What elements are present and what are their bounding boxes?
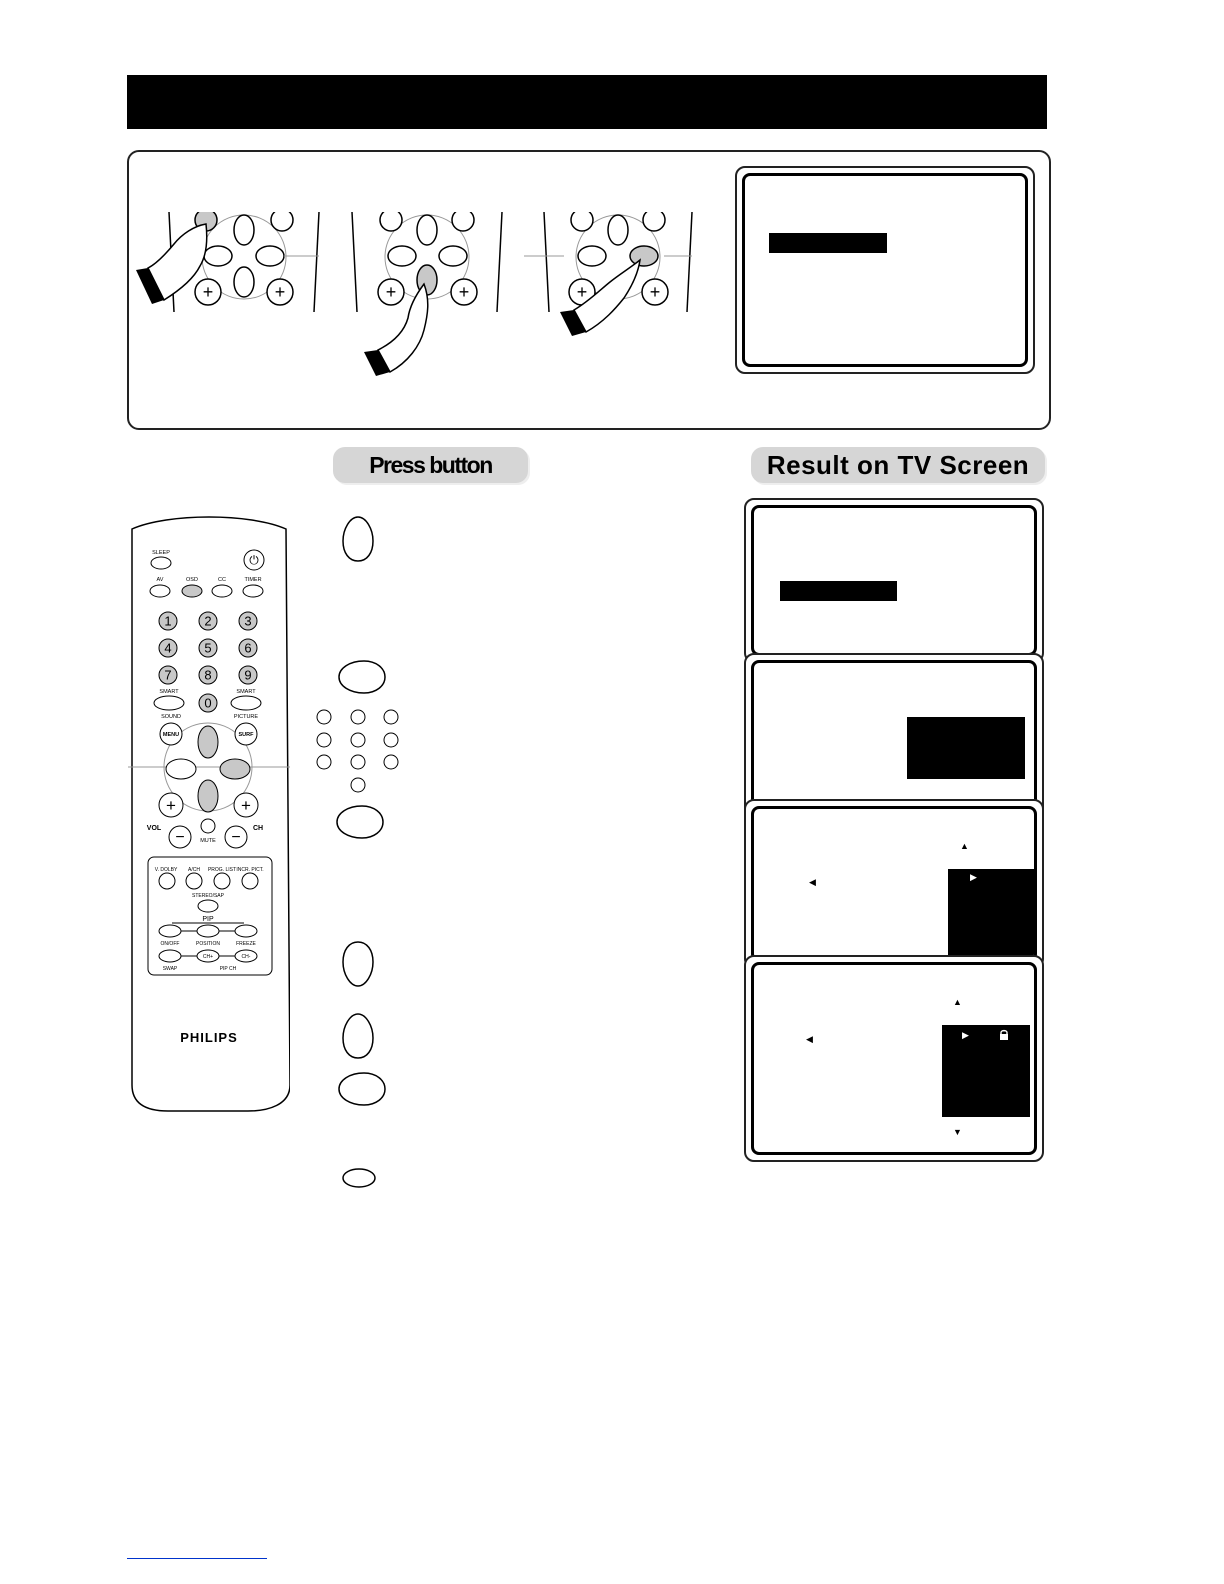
remote-label-av: AV	[156, 577, 164, 583]
digit-label-1: 1	[164, 613, 172, 629]
right-arrow-indicator-icon: ▶	[962, 1030, 969, 1040]
pip-onoff-button[interactable]	[159, 925, 181, 937]
right-button-icon-2	[334, 803, 386, 841]
digit-label-2: 2	[204, 613, 212, 629]
channel-list-block	[948, 869, 1034, 962]
up-arrow-indicator-icon: ▲	[953, 997, 962, 1007]
svg-text:−: −	[175, 829, 185, 846]
down-button-icon	[340, 940, 376, 990]
remote-control	[128, 515, 290, 1115]
remote-label-surf: SURF	[238, 732, 254, 738]
digit-label-8: 8	[204, 667, 212, 683]
right-button-icon-3	[336, 1070, 388, 1108]
svg-text:−: −	[231, 829, 241, 846]
digit-label-7: 7	[164, 667, 172, 683]
ach-button[interactable]	[186, 873, 202, 889]
smart-sound-button[interactable]	[154, 696, 184, 710]
submenu-block	[907, 717, 1025, 779]
pip-position-button[interactable]	[197, 925, 219, 937]
up-button-icon	[340, 515, 376, 565]
svg-text:+: +	[385, 282, 397, 302]
remote-label-vol: VOL	[146, 825, 162, 832]
digit-label-3: 3	[244, 613, 252, 629]
hand-press-menu-illustration	[134, 212, 324, 412]
digit-buttons-icon	[310, 705, 410, 797]
remote-label-osd: OSD	[186, 577, 198, 583]
remote-label-picture: PICTURE	[233, 714, 259, 720]
svg-text:+: +	[458, 282, 470, 302]
left-arrow-indicator-icon: ◀	[806, 1034, 813, 1044]
remote-label-incr-pict: INCR. PICT.	[236, 867, 264, 873]
footer-link-line	[127, 1558, 267, 1559]
remote-label-menu: MENU	[162, 732, 180, 738]
right-button-icon	[336, 658, 388, 696]
prog-list-button[interactable]	[214, 873, 230, 889]
remote-label-smart-right: SMART	[236, 689, 256, 695]
remote-label-chplus: CH+	[202, 954, 214, 960]
remote-label-chminus: CH-	[241, 954, 251, 960]
remote-label-position: POSITION	[196, 941, 220, 947]
remote-label-timer: TIMER	[244, 577, 262, 583]
tv-screen-preview	[735, 166, 1035, 374]
hand-press-right-illustration	[514, 212, 704, 412]
section-title-bar	[127, 75, 1047, 129]
remote-label-sleep: SLEEP	[152, 550, 170, 556]
remote-label-pip: PIP	[202, 916, 214, 923]
osd-button[interactable]	[182, 585, 202, 597]
sleep-button[interactable]	[151, 557, 171, 569]
svg-text:+: +	[649, 282, 661, 302]
tv-screen-result-1	[744, 498, 1044, 663]
right-arrow-button[interactable]	[220, 759, 250, 779]
menu-highlight-bar	[769, 233, 887, 253]
mute-button[interactable]	[201, 819, 215, 833]
left-arrow-button[interactable]	[166, 759, 196, 779]
tv-screen-result-3	[744, 799, 1044, 969]
remote-label-onoff: ON/OFF	[160, 941, 180, 947]
digit-label-0: 0	[204, 695, 212, 711]
smart-picture-button[interactable]	[231, 696, 261, 710]
left-arrow-indicator-icon: ◀	[809, 877, 816, 887]
tv-screen-result-2	[744, 653, 1044, 818]
down-arrow-button[interactable]	[198, 780, 218, 812]
pip-freeze-button[interactable]	[235, 925, 257, 937]
svg-text:+: +	[576, 282, 588, 302]
cc-button[interactable]	[212, 585, 232, 597]
av-button[interactable]	[150, 585, 170, 597]
svg-text:+: +	[166, 796, 176, 815]
press-button-header: Press button	[333, 447, 528, 483]
result-on-tv-header: Result on TV Screen	[751, 447, 1045, 483]
remote-label-mute: MUTE	[200, 838, 216, 844]
svg-text:+: +	[274, 282, 286, 302]
lock-icon	[998, 1029, 1010, 1041]
timer-button[interactable]	[243, 585, 263, 597]
remote-label-freeze: FREEZE	[236, 941, 256, 947]
up-button-icon-2	[340, 1012, 376, 1062]
dolby-button[interactable]	[159, 873, 175, 889]
tv-screen-result-4	[744, 955, 1044, 1162]
menu-highlight-bar	[780, 581, 897, 601]
remote-label-prog-list: PROG. LIST	[207, 867, 237, 873]
remote-label-dolby: V. DOLBY	[154, 867, 178, 873]
svg-text:+: +	[202, 282, 214, 302]
remote-label-smart-left: SMART	[159, 689, 179, 695]
osd-button-icon	[340, 1166, 378, 1190]
digit-label-4: 4	[164, 640, 172, 656]
swap-button[interactable]	[159, 950, 181, 962]
right-arrow-indicator-icon: ▶	[970, 872, 977, 882]
stereo-sap-button[interactable]	[198, 900, 218, 912]
remote-label-stereo-sap: STEREO/SAP	[192, 893, 224, 899]
up-arrow-button[interactable]	[198, 726, 218, 758]
channel-list-block	[942, 1025, 1030, 1117]
remote-label-ch: CH	[252, 825, 264, 832]
incr-pict-button[interactable]	[242, 873, 258, 889]
up-arrow-indicator-icon: ▲	[960, 841, 969, 851]
digit-label-6: 6	[244, 640, 252, 656]
svg-text:⏻: ⏻	[249, 553, 259, 567]
digit-label-5: 5	[204, 640, 212, 656]
remote-label-swap: SWAP	[162, 966, 178, 972]
remote-label-cc: CC	[218, 577, 226, 583]
remote-brand-logo: PHILIPS	[180, 1030, 238, 1045]
remote-label-ach: A/CH	[188, 867, 200, 873]
down-arrow-indicator-icon: ▼	[953, 1127, 962, 1137]
remote-label-sound: SOUND	[161, 714, 181, 720]
svg-text:+: +	[241, 796, 251, 815]
quick-steps-panel	[127, 150, 1051, 430]
remote-label-pipch: PIP CH	[219, 966, 237, 972]
digit-label-9: 9	[244, 667, 252, 683]
hand-press-down-illustration	[324, 212, 514, 412]
